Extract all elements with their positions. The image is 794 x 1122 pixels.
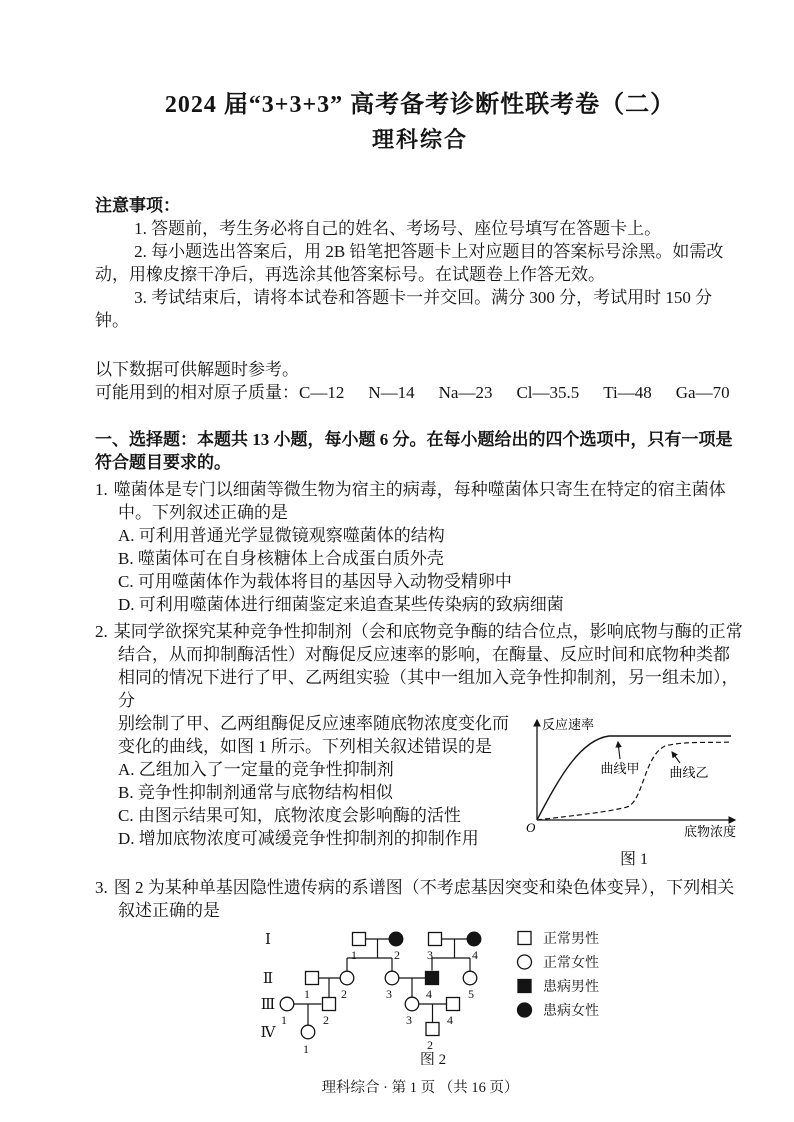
atomic-mass-item: Cl—35.5 [516, 383, 580, 402]
option-item: A. 可利用普通光学显微镜观察噬菌体的结构 [118, 526, 445, 545]
curve-jia-pointer-arrow [618, 742, 620, 759]
atomic-mass-item: C—12 [299, 383, 345, 402]
reference-intro: 以下数据可供解题时参考。 [95, 360, 299, 379]
legend-circle-open-icon [518, 955, 532, 969]
pedigree-normal-female [301, 1025, 315, 1039]
pedigree-normal-male [353, 933, 366, 946]
doc-subtitle: 理科综合 [371, 127, 468, 152]
y-axis-label: 反应速率 [542, 717, 595, 732]
atomic-mass-item: N—14 [368, 383, 415, 402]
member-number: 2 [341, 987, 347, 1001]
member-number: 3 [386, 987, 392, 1001]
notice-item: 3. 考试结束后，请将本试卷和答题卡一并交回。满分 300 分，考试用时 150 分钟。 [95, 288, 713, 330]
pedigree-chart [250, 925, 620, 1065]
pedigree-normal-male [429, 933, 442, 946]
pedigree-normal-male [447, 998, 460, 1011]
figure-2 [250, 925, 620, 1071]
member-number: 1 [281, 1013, 287, 1027]
member-number: 4 [472, 948, 478, 962]
notice-item: 1. 答题前，考生务必将自己的姓名、考场号、座位号填写在答题卡上。 [134, 219, 662, 238]
q2-number: 2. [95, 622, 108, 641]
legend-label: 患病女性 [543, 1004, 599, 1019]
legend-label: 患病男性 [543, 980, 599, 995]
q3-stem-text: 图 2 为某种单基因隐性遗传病的系谱图（不考虑基因突变和染色体变异），下列相关叙述正确的是 [113, 878, 735, 920]
member-number: 3 [427, 948, 433, 962]
member-number: 5 [468, 987, 474, 1001]
atomic-masses-list [299, 383, 730, 402]
atomic-masses-line [95, 381, 745, 404]
q2-wrap [95, 712, 745, 870]
legend-circle-filled-icon [518, 1003, 532, 1017]
q1-options [95, 524, 745, 616]
question-1 [95, 478, 745, 616]
curve-yi-dashed [537, 742, 731, 820]
question-3 [95, 876, 745, 1071]
q2-stem-part1-text: 某同学欲探究某种竞争性抑制剂（会和底物竞争酶的结合位点，影响底物与酶的正常结合，从而抑制酶活性）对酶促反应速率的影响，在酶量、反应时间和底物种类都相同的情况下进行了甲、乙两组实验（其中一组加入竞争性抑制剂，另一组未加），分 [113, 622, 743, 710]
option-item: A. 乙组加入了一定量的竞争性抑制剂 [118, 760, 394, 779]
q1-number: 1. [95, 480, 108, 499]
q1-stem-text: 噬菌体是专门以细菌等微生物为宿主的病毒，每种噬菌体只寄生在特定的宿主菌体中。下列叙述正确的是 [113, 480, 726, 522]
curve-jia-label: 曲线甲 [600, 761, 640, 776]
x-axis-label: 底物浓度 [683, 824, 736, 839]
curve-yi-pointer-arrow [672, 752, 680, 763]
legend-label: 正常男性 [543, 932, 599, 947]
figure-2-caption: 图 2 [419, 1052, 447, 1065]
pedigree-affected-female [467, 932, 481, 946]
q2-stem-part2: 别绘制了甲、乙两组酶促反应速率随底物浓度变化而变化的曲线，如图 1 所示。下列相关叙述错误的是 [118, 714, 509, 756]
member-number: 2 [323, 1013, 329, 1027]
pedigree-normal-male [323, 998, 336, 1011]
question-2 [95, 620, 745, 870]
pedigree-normal-female [385, 971, 399, 985]
generation-label: Ⅲ [260, 997, 276, 1013]
notices-block [95, 194, 745, 332]
doc-title: 2024 届“3+3+3” 高考备考诊断性联考卷（二） [164, 92, 676, 118]
member-number: 4 [447, 1013, 453, 1027]
atomic-mass-item: Na—23 [438, 383, 493, 402]
figure-1-caption: 图 1 [619, 851, 648, 868]
option-item: D. 可利用噬菌体进行细菌鉴定来追查某些传染病的致病细菌 [118, 595, 564, 614]
pedigree-normal-female [280, 997, 294, 1011]
generation-label: Ⅰ [265, 932, 271, 948]
member-number: 1 [304, 987, 310, 1001]
q2-stem-part1 [95, 620, 745, 712]
notice-item: 2. 每小题选出答案后，用 2B 铅笔把答题卡上对应题目的答案标号涂黑。如需改动，用橡皮擦干净后，再选涂其他答案标号。在试题卷上作答无效。 [95, 242, 724, 284]
option-item: C. 可用噬菌体作为载体将目的基因导入动物受精卵中 [118, 572, 512, 591]
legend-square-open-icon [518, 932, 531, 945]
pedigree-normal-female [405, 997, 419, 1011]
member-number: 2 [394, 948, 400, 962]
pedigree-affected-male [426, 972, 439, 985]
notices-heading: 注意事项： [95, 196, 180, 215]
pedigree-normal-female [463, 971, 477, 985]
enzyme-rate-chart [523, 712, 745, 844]
legend-square-filled-icon [518, 980, 531, 993]
option-item: C. 由图示结果可知，底物浓度会影响酶的活性 [118, 806, 461, 825]
section-heading: 一、选择题：本题共 13 小题，每小题 6 分。在每小题给出的四个选项中，只有一项是符合题目要求的。 [95, 430, 733, 472]
reference-block [95, 358, 745, 404]
member-number: 2 [427, 1038, 433, 1052]
curve-yi-label: 曲线乙 [669, 765, 709, 780]
atomic-mass-item: Ti—48 [603, 383, 652, 402]
member-number: 1 [351, 948, 357, 962]
option-item: D. 增加底物浓度可减缓竞争性抑制剂的抑制作用 [118, 829, 479, 848]
notices-list [95, 217, 745, 332]
option-item: B. 竞争性抑制剂通常与底物结构相似 [118, 783, 393, 802]
pedigree-normal-female [340, 971, 354, 985]
q3-number: 3. [95, 878, 108, 897]
figure-1 [523, 712, 745, 870]
pedigree-normal-male [426, 1023, 439, 1036]
option-item: B. 噬菌体可在自身核糖体上合成蛋白质外壳 [118, 549, 444, 568]
pedigree-affected-female [389, 932, 403, 946]
atomic-mass-item: Ga—70 [675, 383, 730, 402]
page-footer: 理科综合 · 第 1 页 （共 16 页） [321, 1080, 519, 1096]
origin-label: O [526, 820, 536, 835]
generation-label: Ⅳ [260, 1025, 276, 1041]
atomic-masses-label: 可能用到的相对原子质量： [95, 383, 299, 402]
q3-stem [95, 876, 745, 922]
member-number: 1 [303, 1042, 309, 1056]
q1-stem [95, 478, 745, 524]
member-number: 3 [406, 1013, 412, 1027]
member-number: 4 [426, 987, 432, 1001]
pedigree-normal-male [306, 972, 319, 985]
legend-label: 正常女性 [543, 956, 599, 971]
generation-label: Ⅱ [262, 971, 274, 987]
